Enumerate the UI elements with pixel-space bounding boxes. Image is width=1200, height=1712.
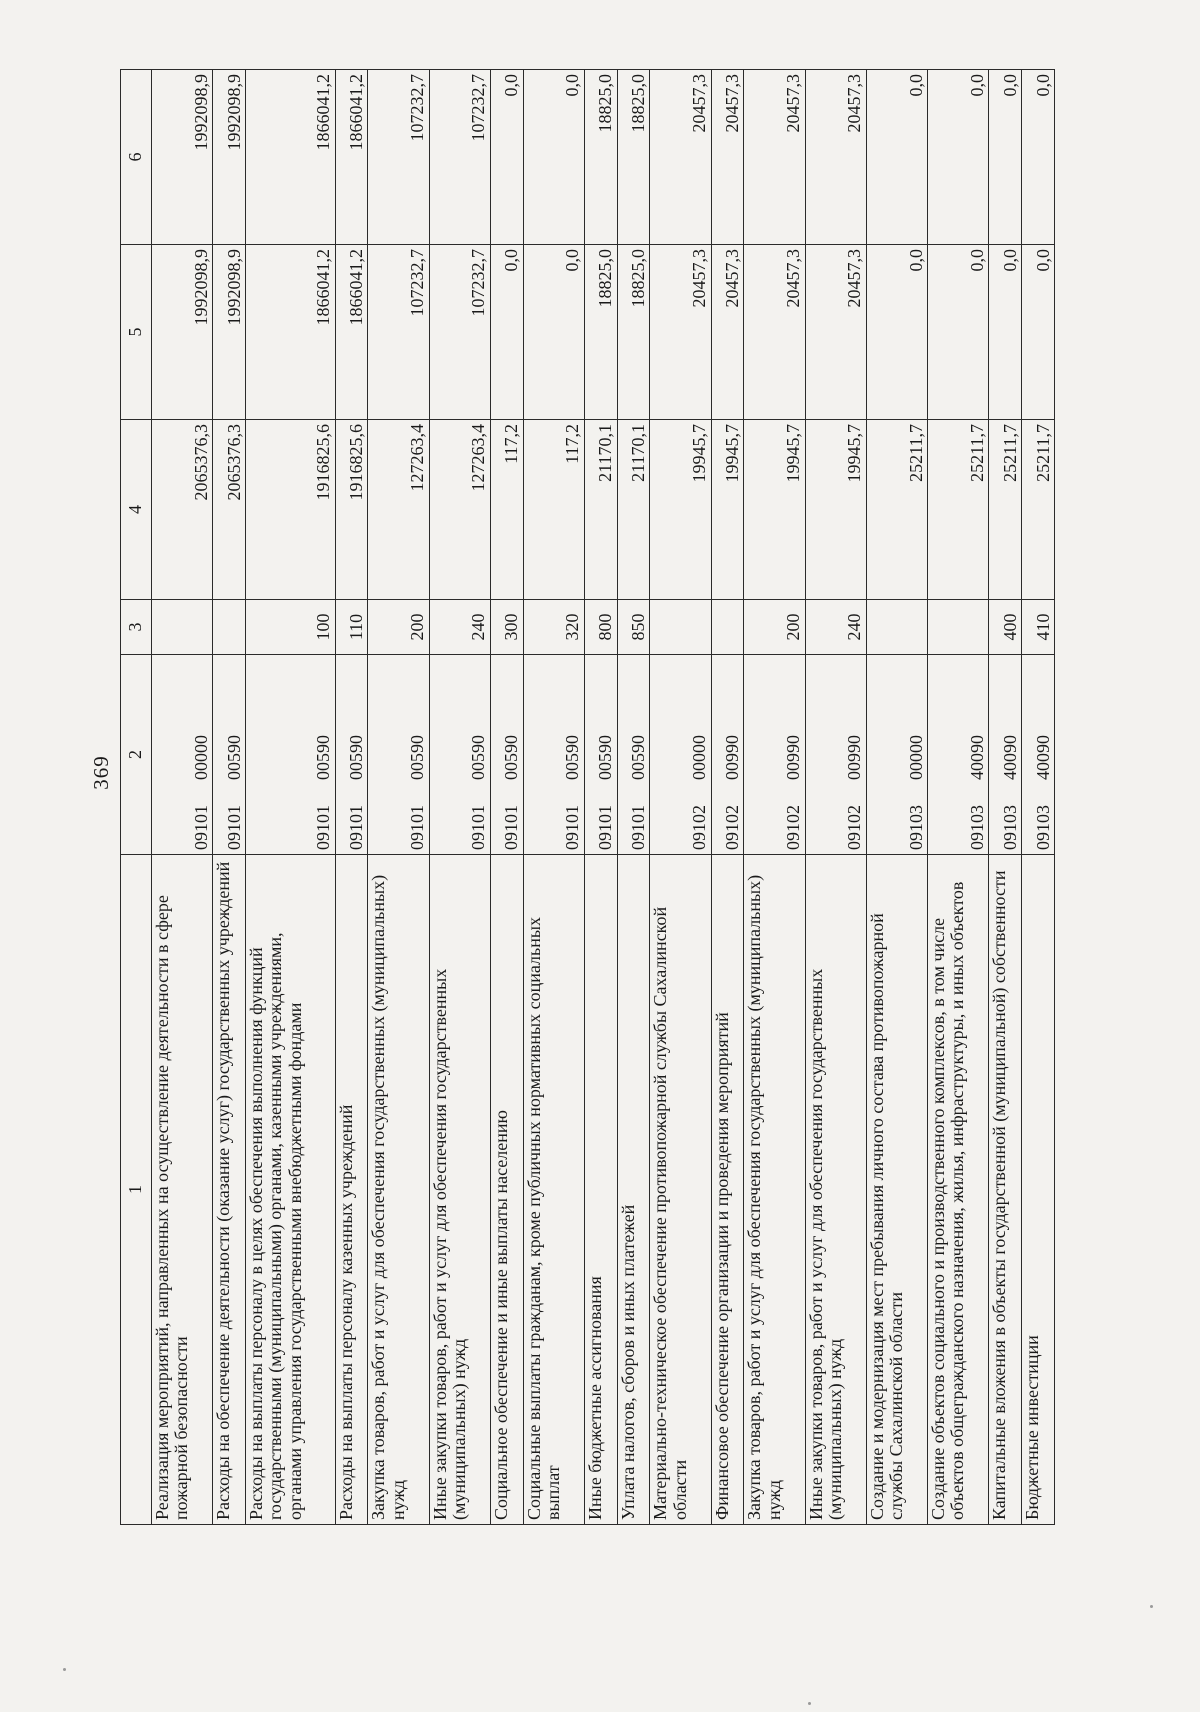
row-program-code: 09101 xyxy=(407,805,428,850)
row-code xyxy=(866,655,927,855)
row-value-col4: 19945,7 xyxy=(711,420,744,600)
row-code xyxy=(805,655,866,855)
row-expense-type: 100 xyxy=(246,600,336,655)
table-row xyxy=(650,70,711,1525)
row-value-col4: 19945,7 xyxy=(650,420,711,600)
row-program-code: 09102 xyxy=(689,805,710,850)
row-code xyxy=(523,655,584,855)
row-value-col4: 19945,7 xyxy=(805,420,866,600)
row-name: Бюджетные инвестиции xyxy=(1022,855,1055,1525)
row-name: Закупка товаров, работ и услуг для обеспечения государственных (муниципальных) нужд xyxy=(368,855,429,1525)
row-program-code: 09101 xyxy=(468,805,489,850)
row-value-col6: 0,0 xyxy=(989,70,1022,245)
row-value-col5: 107232,7 xyxy=(368,245,429,420)
row-code xyxy=(989,655,1022,855)
row-value-col4: 25211,7 xyxy=(928,420,989,600)
row-expense-type xyxy=(152,600,213,655)
table-row xyxy=(213,70,246,1525)
row-value-col6: 1992098,9 xyxy=(213,70,246,245)
table-row xyxy=(1022,70,1055,1525)
row-item-code: 00000 xyxy=(905,735,926,780)
table-body xyxy=(152,70,1055,1525)
row-value-col6: 20457,3 xyxy=(711,70,744,245)
row-item-code: 00990 xyxy=(783,735,804,780)
row-value-col5: 18825,0 xyxy=(584,245,617,420)
row-value-col5: 0,0 xyxy=(523,245,584,420)
row-value-col6: 1992098,9 xyxy=(152,70,213,245)
header-col-6: 6 xyxy=(121,70,152,245)
table-row xyxy=(711,70,744,1525)
row-item-code: 00590 xyxy=(468,735,489,780)
row-item-code: 00990 xyxy=(844,735,865,780)
table-row xyxy=(989,70,1022,1525)
table-header xyxy=(121,70,152,1525)
row-expense-type: 850 xyxy=(617,600,650,655)
row-item-code: 00000 xyxy=(689,735,710,780)
row-code xyxy=(744,655,805,855)
row-name: Закупка товаров, работ и услуг для обеспечения государственных (муниципальных) нужд xyxy=(744,855,805,1525)
row-value-col6: 107232,7 xyxy=(368,70,429,245)
row-value-col6: 107232,7 xyxy=(429,70,490,245)
row-code xyxy=(152,655,213,855)
row-name: Расходы на обеспечение деятельности (оказание услуг) государственных учреждений xyxy=(213,855,246,1525)
row-item-code: 00590 xyxy=(407,735,428,780)
header-col-5: 5 xyxy=(121,245,152,420)
table-row xyxy=(744,70,805,1525)
row-code xyxy=(368,655,429,855)
row-value-col4: 19945,7 xyxy=(744,420,805,600)
row-name: Капитальные вложения в объекты государственной (муниципальной) собственности xyxy=(989,855,1022,1525)
row-program-code: 09102 xyxy=(783,805,804,850)
row-expense-type xyxy=(213,600,246,655)
row-name: Создание и модернизация мест пребывания личного состава противопожарной службы Сахалинской области xyxy=(866,855,927,1525)
row-name: Иные закупки товаров, работ и услуг для обеспечения государственных (муниципальных) нужд xyxy=(429,855,490,1525)
row-code xyxy=(1022,655,1055,855)
row-program-code: 09101 xyxy=(562,805,583,850)
row-value-col5: 18825,0 xyxy=(617,245,650,420)
row-name: Материально-техническое обеспечение противопожарной службы Сахалинской области xyxy=(650,855,711,1525)
row-value-col6: 0,0 xyxy=(490,70,523,245)
row-item-code: 00590 xyxy=(313,735,334,780)
row-value-col5: 0,0 xyxy=(928,245,989,420)
row-value-col4: 1916825,6 xyxy=(246,420,336,600)
row-program-code: 09101 xyxy=(345,805,366,850)
row-program-code: 09101 xyxy=(313,805,334,850)
row-expense-type xyxy=(711,600,744,655)
row-value-col4: 21170,1 xyxy=(584,420,617,600)
budget-table xyxy=(120,69,1055,1525)
row-name: Уплата налогов, сборов и иных платежей xyxy=(617,855,650,1525)
row-value-col5: 20457,3 xyxy=(744,245,805,420)
row-expense-type: 200 xyxy=(744,600,805,655)
page-number: 369 xyxy=(88,755,113,790)
row-value-col5: 1866041,2 xyxy=(246,245,336,420)
row-value-col4: 127263,4 xyxy=(368,420,429,600)
row-value-col6: 0,0 xyxy=(523,70,584,245)
row-program-code: 09101 xyxy=(595,805,616,850)
row-item-code: 40090 xyxy=(1032,735,1053,780)
table-row xyxy=(928,70,989,1525)
row-expense-type: 300 xyxy=(490,600,523,655)
row-item-code: 00590 xyxy=(501,735,522,780)
row-value-col5: 1866041,2 xyxy=(335,245,368,420)
row-item-code: 00590 xyxy=(595,735,616,780)
row-value-col4: 117,2 xyxy=(490,420,523,600)
row-item-code: 40090 xyxy=(966,735,987,780)
row-name: Расходы на выплаты персоналу в целях обеспечения выполнения функций государственными (муниципальными) органами, казенными учреждениями, органами управления государственными внебюджетными фондами xyxy=(246,855,336,1525)
row-program-code: 09101 xyxy=(223,805,244,850)
row-expense-type: 240 xyxy=(805,600,866,655)
row-value-col5: 0,0 xyxy=(989,245,1022,420)
table-row xyxy=(866,70,927,1525)
header-row xyxy=(121,70,152,1525)
row-item-code: 40090 xyxy=(999,735,1020,780)
row-value-col4: 21170,1 xyxy=(617,420,650,600)
row-value-col6: 20457,3 xyxy=(650,70,711,245)
header-col-1: 1 xyxy=(121,855,152,1525)
row-value-col4: 25211,7 xyxy=(1022,420,1055,600)
scan-speck xyxy=(808,1702,811,1705)
row-code xyxy=(711,655,744,855)
row-program-code: 09102 xyxy=(721,805,742,850)
table-row xyxy=(246,70,336,1525)
row-value-col5: 1992098,9 xyxy=(213,245,246,420)
table-row xyxy=(429,70,490,1525)
row-code xyxy=(335,655,368,855)
row-item-code: 00590 xyxy=(223,735,244,780)
row-program-code: 09101 xyxy=(627,805,648,850)
row-name: Социальное обеспечение и иные выплаты населению xyxy=(490,855,523,1525)
row-program-code: 09101 xyxy=(501,805,522,850)
row-program-code: 09103 xyxy=(1032,805,1053,850)
table-row xyxy=(368,70,429,1525)
table-row xyxy=(617,70,650,1525)
table-row xyxy=(490,70,523,1525)
table-row xyxy=(805,70,866,1525)
row-expense-type: 200 xyxy=(368,600,429,655)
row-code xyxy=(650,655,711,855)
row-name: Финансовое обеспечение организации и проведения мероприятий xyxy=(711,855,744,1525)
row-expense-type: 240 xyxy=(429,600,490,655)
row-program-code: 09103 xyxy=(999,805,1020,850)
row-name: Создание объектов социального и производственного комплексов, в том числе объектов общегражданского назначения, жилья, инфраструктуры, и иных объектов xyxy=(928,855,989,1525)
row-program-code: 09103 xyxy=(966,805,987,850)
row-value-col6: 1866041,2 xyxy=(335,70,368,245)
table-row xyxy=(584,70,617,1525)
row-item-code: 00000 xyxy=(190,735,211,780)
row-code xyxy=(213,655,246,855)
row-value-col4: 127263,4 xyxy=(429,420,490,600)
scan-speck xyxy=(1150,1605,1153,1608)
row-item-code: 00990 xyxy=(721,735,742,780)
row-value-col4: 2065376,3 xyxy=(152,420,213,600)
row-value-col4: 25211,7 xyxy=(989,420,1022,600)
row-value-col5: 20457,3 xyxy=(650,245,711,420)
header-col-3: 3 xyxy=(121,600,152,655)
row-expense-type xyxy=(866,600,927,655)
row-item-code: 00590 xyxy=(345,735,366,780)
row-value-col6: 1866041,2 xyxy=(246,70,336,245)
row-name: Иные закупки товаров, работ и услуг для обеспечения государственных (муниципальных) нужд xyxy=(805,855,866,1525)
row-code xyxy=(928,655,989,855)
row-item-code: 00590 xyxy=(627,735,648,780)
row-expense-type: 410 xyxy=(1022,600,1055,655)
row-name: Реализация мероприятий, направленных на осуществление деятельности в сфере пожарной безопасности xyxy=(152,855,213,1525)
row-value-col6: 20457,3 xyxy=(744,70,805,245)
header-col-2: 2 xyxy=(121,655,152,855)
row-value-col6: 18825,0 xyxy=(617,70,650,245)
row-program-code: 09101 xyxy=(190,805,211,850)
table-row xyxy=(523,70,584,1525)
row-program-code: 09103 xyxy=(905,805,926,850)
row-code xyxy=(584,655,617,855)
row-code xyxy=(617,655,650,855)
row-value-col5: 0,0 xyxy=(866,245,927,420)
row-value-col4: 2065376,3 xyxy=(213,420,246,600)
row-expense-type xyxy=(650,600,711,655)
row-name: Социальные выплаты гражданам, кроме публичных нормативных социальных выплат xyxy=(523,855,584,1525)
row-item-code: 00590 xyxy=(562,735,583,780)
row-expense-type: 400 xyxy=(989,600,1022,655)
rotated-table-wrapper xyxy=(120,70,1055,1525)
row-expense-type xyxy=(928,600,989,655)
row-name: Расходы на выплаты персоналу казенных учреждений xyxy=(335,855,368,1525)
header-col-4: 4 xyxy=(121,420,152,600)
row-value-col6: 0,0 xyxy=(866,70,927,245)
row-value-col5: 20457,3 xyxy=(711,245,744,420)
row-value-col5: 0,0 xyxy=(1022,245,1055,420)
scan-speck xyxy=(63,1668,66,1671)
table-row xyxy=(335,70,368,1525)
row-value-col6: 0,0 xyxy=(928,70,989,245)
row-value-col6: 0,0 xyxy=(1022,70,1055,245)
row-value-col5: 20457,3 xyxy=(805,245,866,420)
row-expense-type: 110 xyxy=(335,600,368,655)
row-value-col5: 0,0 xyxy=(490,245,523,420)
row-value-col4: 25211,7 xyxy=(866,420,927,600)
row-name: Иные бюджетные ассигнования xyxy=(584,855,617,1525)
row-value-col6: 20457,3 xyxy=(805,70,866,245)
row-expense-type: 800 xyxy=(584,600,617,655)
row-code xyxy=(429,655,490,855)
row-value-col4: 1916825,6 xyxy=(335,420,368,600)
row-code xyxy=(246,655,336,855)
row-program-code: 09102 xyxy=(844,805,865,850)
row-value-col5: 1992098,9 xyxy=(152,245,213,420)
row-value-col5: 107232,7 xyxy=(429,245,490,420)
table-row xyxy=(152,70,213,1525)
row-expense-type: 320 xyxy=(523,600,584,655)
row-value-col6: 18825,0 xyxy=(584,70,617,245)
row-code xyxy=(490,655,523,855)
row-value-col4: 117,2 xyxy=(523,420,584,600)
